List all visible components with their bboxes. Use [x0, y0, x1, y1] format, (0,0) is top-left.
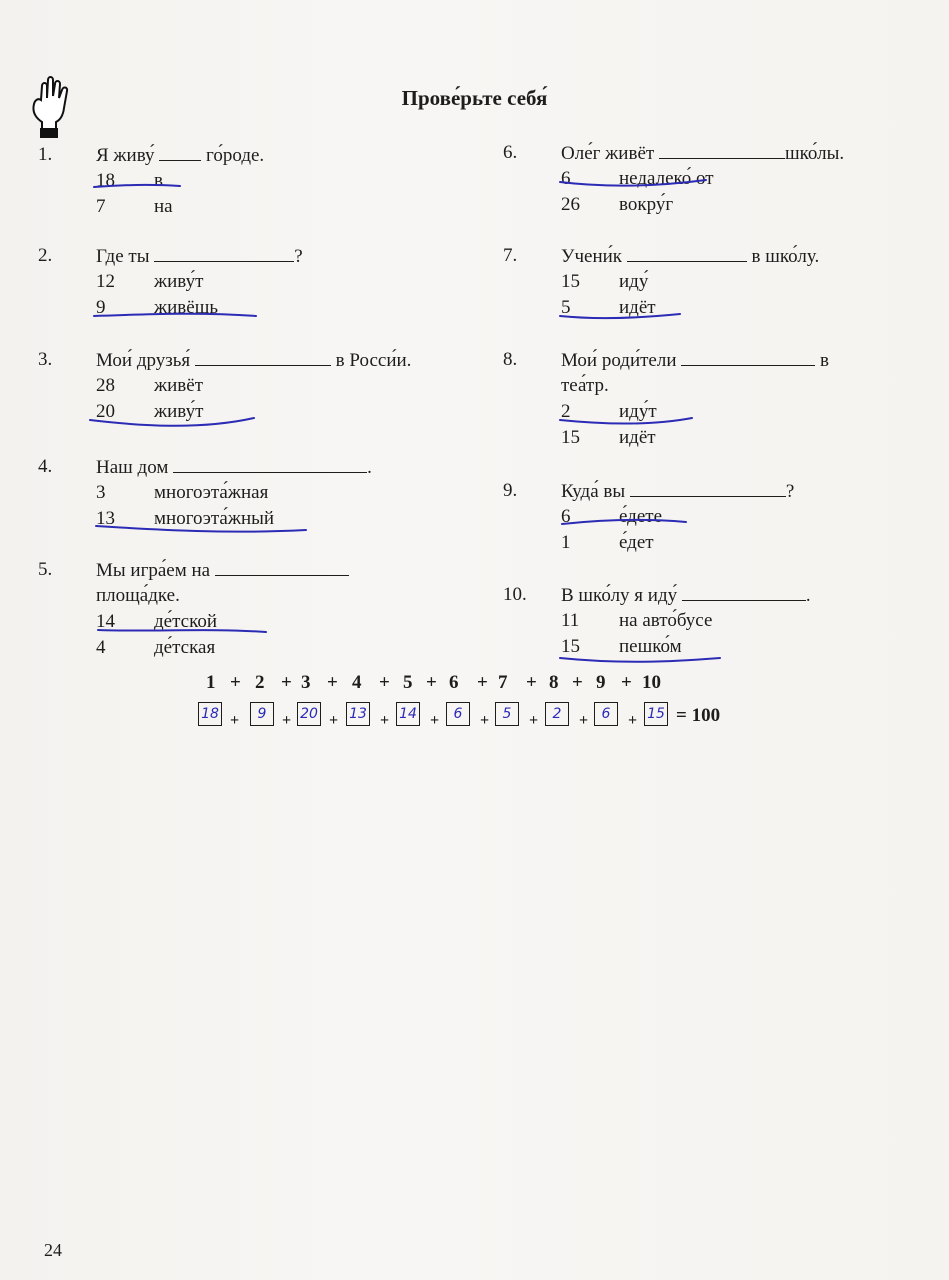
sum-label: +: [621, 672, 632, 693]
answer-box: 14: [396, 702, 420, 726]
sum-label: +: [572, 672, 583, 693]
stem-text: Мои́ роди́тели: [561, 350, 677, 371]
sum-label: +: [281, 672, 292, 693]
option-word: идёт: [619, 297, 656, 318]
stem-text: .: [367, 457, 372, 478]
stem-text: В шко́лу я иду́: [561, 585, 678, 606]
question-stem: [96, 243, 303, 270]
answer-box: 5: [495, 702, 519, 726]
option-number: 4: [96, 637, 106, 658]
option-word: е́дете: [619, 506, 663, 527]
plus-sign: +: [282, 712, 292, 729]
question-number: 5.: [38, 559, 53, 580]
option-number: 12: [96, 271, 115, 292]
option-word: иду́т: [619, 401, 657, 422]
plus-sign: +: [480, 712, 490, 729]
question-number: 10.: [503, 584, 527, 605]
question-stem: [561, 478, 794, 505]
option-word: живёшь: [154, 297, 218, 318]
sum-label: 2: [255, 672, 265, 693]
sum-label: 6: [449, 672, 459, 693]
stem-text: площа́дке.: [96, 585, 180, 606]
stem-text: ?: [294, 246, 303, 267]
option-number: 2: [561, 401, 571, 422]
stem-text: в Росси́и.: [335, 350, 412, 371]
sum-label: +: [426, 672, 437, 693]
sum-label: 8: [549, 672, 559, 693]
stem-text: Наш дом: [96, 457, 169, 478]
option-number: 15: [561, 427, 580, 448]
answer-blank: [681, 347, 815, 366]
question-6: [503, 140, 923, 220]
option-word: многоэта́жная: [154, 482, 269, 503]
page-title: Прове́рьте себя́: [401, 86, 548, 110]
answer-box: 6: [594, 702, 618, 726]
option-number: 20: [96, 401, 115, 422]
option-word: иду́: [619, 271, 649, 292]
question-stem: [561, 140, 844, 167]
question-7: [503, 243, 923, 323]
option-number: 13: [96, 508, 115, 529]
question-stem: [96, 454, 372, 481]
question-number: 1.: [38, 144, 53, 165]
answer-box: 18: [198, 702, 222, 726]
option-word: живёт: [154, 375, 204, 396]
question-stem: [561, 347, 829, 374]
answer-box: 2: [545, 702, 569, 726]
option-word: де́тская: [154, 637, 216, 658]
sum-label: 1: [206, 672, 216, 693]
sum-label: +: [477, 672, 488, 693]
stem-text: Мы игра́ем на: [96, 560, 211, 581]
plus-sign: +: [628, 712, 638, 729]
option-number: 7: [96, 196, 106, 217]
question-4: [38, 454, 458, 534]
plus-sign: +: [430, 712, 440, 729]
option-number: 9: [96, 297, 106, 318]
question-number: 6.: [503, 142, 518, 163]
option-number: 3: [96, 482, 106, 503]
option-word: вокру́г: [619, 194, 674, 215]
stem-text: .: [805, 585, 811, 606]
stem-text: теа́тр.: [561, 375, 609, 396]
plus-sign: +: [329, 712, 339, 729]
option-number: 15: [561, 636, 580, 657]
question-10: [503, 582, 923, 662]
question-stem: [96, 142, 264, 169]
sum-label: 5: [403, 672, 413, 693]
answer-blank: [173, 454, 367, 473]
question-number: 4.: [38, 456, 53, 477]
option-number: 6: [561, 168, 571, 189]
question-5: [38, 557, 458, 663]
option-word: е́дет: [619, 532, 654, 553]
option-word: недалеко́ от: [619, 168, 714, 189]
option-word: пешко́м: [619, 636, 682, 657]
answer-blank: [627, 243, 747, 262]
stem-text: Учени́к: [561, 246, 623, 267]
sum-label: +: [379, 672, 390, 693]
stem-text: Я живу́: [96, 145, 155, 166]
answer-box: 20: [297, 702, 321, 726]
option-word: живу́т: [154, 271, 204, 292]
question-number: 9.: [503, 480, 518, 501]
answer-box: 6: [446, 702, 470, 726]
stem-text: го́роде.: [206, 145, 265, 166]
question-number: 8.: [503, 349, 518, 370]
answer-blank: [659, 140, 785, 159]
answer-blank: [215, 557, 349, 576]
question-8: [503, 347, 923, 453]
option-word: идёт: [619, 427, 656, 448]
answer-blank: [630, 478, 786, 497]
stem-text: Мои́ друзья́: [96, 350, 191, 371]
stem-text: Куда́ вы: [561, 481, 626, 502]
page-number: 24: [44, 1240, 62, 1260]
stem-text: в: [820, 350, 829, 371]
question-3: [38, 347, 458, 427]
question-stem: [561, 582, 811, 609]
option-word: в: [154, 170, 163, 191]
sum-label: 7: [498, 672, 508, 693]
question-2: [38, 243, 458, 323]
option-number: 26: [561, 194, 580, 215]
option-word: на авто́бусе: [619, 610, 713, 631]
answer-blank: [195, 347, 331, 366]
question-9: [503, 478, 923, 558]
sum-label: +: [230, 672, 241, 693]
plus-sign: +: [380, 712, 390, 729]
option-word: на: [154, 196, 173, 217]
option-number: 6: [561, 506, 571, 527]
answer-box: 9: [250, 702, 274, 726]
answer-blank: [682, 582, 806, 601]
option-number: 28: [96, 375, 115, 396]
sum-label: +: [526, 672, 537, 693]
answer-box: 13: [346, 702, 370, 726]
option-word: де́тской: [154, 611, 218, 632]
sum-label: 3: [301, 672, 311, 693]
question-stem: [561, 243, 819, 270]
answer-box: 15: [644, 702, 668, 726]
total-equals: = 100: [676, 705, 721, 726]
sum-label: +: [327, 672, 338, 693]
question-stem: [96, 347, 411, 374]
question-number: 2.: [38, 245, 53, 266]
question-number: 3.: [38, 349, 53, 370]
stem-text: в шко́лу.: [751, 246, 820, 267]
option-number: 15: [561, 271, 580, 292]
stem-text: шко́лы.: [784, 143, 845, 164]
option-number: 5: [561, 297, 571, 318]
question-number: 7.: [503, 245, 518, 266]
sum-label: 9: [596, 672, 606, 693]
option-number: 1: [561, 532, 571, 553]
sum-label: 4: [352, 672, 362, 693]
option-word: живу́т: [154, 401, 204, 422]
plus-sign: +: [230, 712, 240, 729]
answer-blank: [154, 243, 294, 262]
option-word: многоэта́жный: [154, 508, 275, 529]
stem-text: Оле́г живёт: [561, 143, 655, 164]
option-number: 18: [96, 170, 115, 191]
stem-text: Где ты: [96, 246, 150, 267]
plus-sign: +: [579, 712, 589, 729]
option-number: 11: [561, 610, 580, 631]
question-1: [38, 142, 458, 222]
sum-label: 10: [642, 672, 661, 693]
option-number: 14: [96, 611, 115, 632]
stem-text: ?: [785, 481, 795, 502]
answer-blank: [159, 142, 201, 161]
plus-sign: +: [529, 712, 539, 729]
question-stem: [96, 557, 349, 584]
